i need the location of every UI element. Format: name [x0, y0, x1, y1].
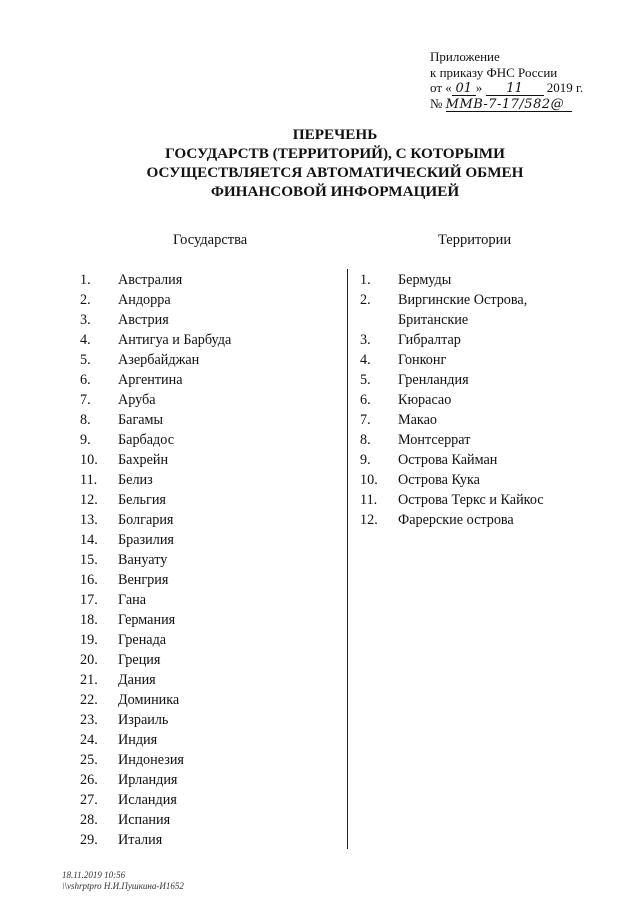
date-mid: »: [475, 80, 483, 95]
item-number: 11.: [360, 492, 378, 508]
item-name-line: Испания: [118, 812, 171, 828]
item-number: 18.: [80, 612, 98, 628]
list-item: [80, 790, 231, 810]
list-item: [360, 290, 544, 330]
item-name: [118, 810, 170, 830]
list-item: [80, 750, 231, 770]
item-number: 8.: [360, 432, 371, 448]
item-name-line: Венгрия: [118, 572, 169, 588]
item-name-line: Гренада: [118, 632, 167, 648]
list-item: [360, 450, 544, 470]
list-item: [360, 390, 544, 410]
states-column-header: Государства: [173, 232, 248, 248]
footer-print-path: \\vshrptpro Н.И.Пушкина-И1652: [62, 880, 184, 891]
item-name: [118, 610, 175, 630]
item-name-line: Исландия: [118, 792, 177, 808]
item-name: [118, 410, 163, 430]
item-name: [118, 730, 157, 750]
list-item: [80, 650, 231, 670]
column-divider: [347, 269, 348, 849]
item-number: 25.: [80, 752, 98, 768]
item-number: 27.: [80, 792, 98, 808]
item-name: [118, 570, 168, 590]
item-name-line: Индия: [118, 732, 158, 748]
item-name: [118, 550, 167, 570]
territories-list: [360, 270, 544, 530]
date-month: 11: [486, 83, 544, 96]
list-item: [80, 690, 231, 710]
list-item: [80, 270, 231, 290]
item-name: [118, 590, 146, 610]
item-name: [398, 410, 437, 430]
item-name: [118, 750, 184, 770]
list-item: [80, 470, 231, 490]
item-name-line: Бахрейн: [118, 452, 169, 468]
item-number: 12.: [360, 512, 378, 528]
list-item: [80, 810, 231, 830]
item-name-line: Бельгия: [118, 492, 166, 508]
date-year: 2019 г.: [546, 80, 584, 95]
item-name: [118, 670, 156, 690]
item-name: [118, 710, 168, 730]
item-name: [118, 690, 179, 710]
item-name-line: Греция: [118, 652, 161, 668]
item-name-line: Доминика: [118, 692, 180, 708]
list-item: [80, 390, 231, 410]
header-date-line: [430, 80, 583, 96]
item-number: 1.: [360, 272, 371, 288]
list-item: [80, 710, 231, 730]
item-number: 2.: [80, 292, 91, 308]
item-name-line: Германия: [118, 612, 176, 628]
list-item: [360, 350, 544, 370]
item-number: 4.: [80, 332, 91, 348]
item-name-line: Гренландия: [398, 372, 469, 388]
list-item: [80, 570, 231, 590]
item-name: [398, 290, 527, 330]
item-name: [398, 330, 461, 350]
item-name-line: Острова Теркс и Кайкос: [398, 492, 544, 508]
list-item: [80, 370, 231, 390]
item-name-line: Болгария: [118, 512, 174, 528]
list-item: [80, 490, 231, 510]
list-item: [80, 510, 231, 530]
item-name: [398, 350, 446, 370]
item-name-line: Острова Кайман: [398, 452, 498, 468]
item-name-line: Белиз: [118, 472, 153, 488]
item-name-line: Монтсеррат: [398, 432, 471, 448]
list-item: [80, 770, 231, 790]
item-number: 5.: [80, 352, 91, 368]
item-number: 14.: [80, 532, 98, 548]
item-name: [398, 430, 470, 450]
item-name: [398, 370, 469, 390]
item-number: 19.: [80, 632, 98, 648]
list-item: [360, 430, 544, 450]
item-number: 3.: [80, 312, 91, 328]
item-name-line: Гибралтар: [398, 332, 461, 348]
list-item: [80, 330, 231, 350]
item-number: 7.: [360, 412, 371, 428]
item-name-line: Кюрасао: [398, 392, 452, 408]
list-item: [360, 410, 544, 430]
item-name: [118, 510, 173, 530]
item-number: 5.: [360, 372, 371, 388]
title-line-2: ГОСУДАРСТВ (ТЕРРИТОРИЙ), С КОТОРЫМИ: [165, 145, 505, 162]
item-number: 20.: [80, 652, 98, 668]
list-item: [80, 830, 231, 850]
item-name: [118, 270, 182, 290]
item-name-line: Бермуды: [398, 272, 452, 288]
item-name: [118, 470, 153, 490]
item-name-line: Аруба: [118, 392, 156, 408]
header-number-line: [430, 96, 583, 112]
list-item: [80, 670, 231, 690]
item-number: 9.: [80, 432, 91, 448]
item-number: 6.: [80, 372, 91, 388]
territories-column-header: Территории: [438, 232, 512, 248]
list-item: [80, 410, 231, 430]
document-title: [0, 125, 640, 201]
item-name: [118, 830, 162, 850]
item-name: [118, 530, 174, 550]
item-name: [118, 310, 169, 330]
list-item: [360, 510, 544, 530]
item-number: 2.: [360, 292, 371, 308]
list-item: [80, 730, 231, 750]
item-name: [398, 450, 497, 470]
list-item: [80, 550, 231, 570]
item-number: 23.: [80, 712, 98, 728]
item-number: 7.: [80, 392, 91, 408]
item-number: 16.: [80, 572, 98, 588]
header-appendix-label: Приложение: [430, 49, 500, 64]
item-number: 1.: [80, 272, 91, 288]
item-name: [118, 330, 231, 350]
footer-timestamp: 18.11.2019 10:56: [62, 870, 126, 880]
item-name: [118, 490, 166, 510]
item-name-line: Барбадос: [118, 432, 175, 448]
date-day: 01: [452, 83, 476, 96]
list-item: [80, 290, 231, 310]
item-number: 9.: [360, 452, 371, 468]
item-name-line: Италия: [118, 832, 163, 848]
item-name-line: Австралия: [118, 272, 183, 288]
item-number: 17.: [80, 592, 98, 608]
item-name-line: Вануату: [118, 552, 168, 568]
item-name: [398, 490, 544, 510]
item-name-line: Австрия: [118, 312, 169, 328]
item-name-line: Фарерские острова: [398, 512, 514, 528]
item-name-line: Макао: [398, 412, 437, 428]
item-name: [398, 390, 451, 410]
item-number: 10.: [360, 472, 378, 488]
list-item: [80, 350, 231, 370]
list-item: [80, 450, 231, 470]
item-name-line: Антигуа и Барбуда: [118, 332, 232, 348]
approval-header: [430, 49, 583, 112]
date-prefix: от «: [430, 80, 452, 95]
list-item: [80, 310, 231, 330]
item-name-line: Аргентина: [118, 372, 183, 388]
item-name-line: Гана: [118, 592, 147, 608]
item-name-line: Багамы: [118, 412, 164, 428]
item-name: [398, 510, 514, 530]
item-number: 8.: [80, 412, 91, 428]
list-item: [80, 590, 231, 610]
item-name-line: Ирландия: [118, 772, 178, 788]
item-name: [118, 790, 177, 810]
item-number: 24.: [80, 732, 98, 748]
list-item: [360, 470, 544, 490]
item-name-line: Виргинские Острова,: [398, 292, 528, 308]
item-number: 28.: [80, 812, 98, 828]
title-line-3: ОСУЩЕСТВЛЯЕТСЯ АВТОМАТИЧЕСКИЙ ОБМЕН: [146, 164, 524, 181]
title-line-1: ПЕРЕЧЕНЬ: [292, 126, 378, 143]
item-name-line: Бразилия: [118, 532, 174, 548]
item-number: 21.: [80, 672, 98, 688]
item-name: [398, 270, 451, 290]
item-name: [118, 770, 177, 790]
item-name-line: Израиль: [118, 712, 169, 728]
item-name-line: Острова Кука: [398, 472, 480, 488]
item-name-line: Гонконг: [398, 352, 447, 368]
item-number: 10.: [80, 452, 98, 468]
item-number: 4.: [360, 352, 371, 368]
item-number: 26.: [80, 772, 98, 788]
list-item: [80, 430, 231, 450]
list-item: [360, 270, 544, 290]
item-number: 11.: [80, 472, 98, 488]
print-footer: [62, 870, 184, 891]
list-item: [80, 530, 231, 550]
item-name-line: Дания: [118, 672, 156, 688]
document-number: ММВ-7-17/582@: [446, 99, 572, 112]
number-prefix: №: [430, 96, 443, 111]
item-name-line-2: Британские: [398, 312, 469, 328]
item-number: 6.: [360, 392, 371, 408]
item-name-line: Андорра: [118, 292, 171, 308]
header-order-ref: к приказу ФНС России: [430, 64, 558, 80]
item-name: [118, 450, 168, 470]
item-number: 22.: [80, 692, 98, 708]
states-list: [80, 270, 231, 850]
item-name-line: Азербайджан: [118, 352, 200, 368]
item-number: 13.: [80, 512, 98, 528]
list-item: [80, 630, 231, 650]
list-item: [80, 610, 231, 630]
list-item: [360, 490, 544, 510]
item-number: 3.: [360, 332, 371, 348]
item-name: [118, 350, 199, 370]
list-item: [360, 370, 544, 390]
title-line-4: ФИНАНСОВОЙ ИНФОРМАЦИЕЙ: [210, 183, 460, 200]
item-name-line: Индонезия: [118, 752, 184, 768]
list-item: [360, 330, 544, 350]
item-number: 29.: [80, 832, 98, 848]
item-number: 15.: [80, 552, 98, 568]
item-name: [118, 370, 183, 390]
item-name: [118, 290, 171, 310]
item-name: [118, 390, 156, 410]
item-name: [118, 630, 166, 650]
item-number: 12.: [80, 492, 98, 508]
item-name: [118, 650, 160, 670]
item-name: [398, 470, 480, 490]
item-name: [118, 430, 174, 450]
